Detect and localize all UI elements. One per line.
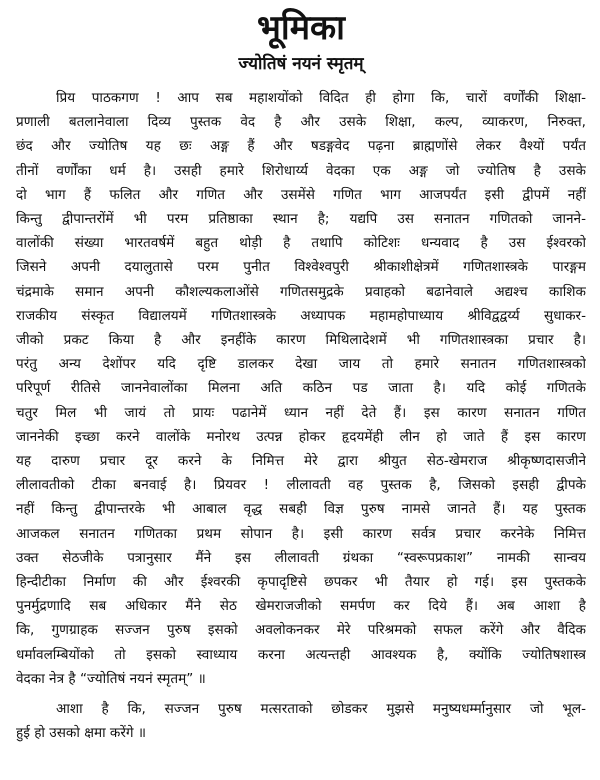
text-line: किन्तु द्वीपान्तरोंमें भी परम प्रतिष्ठाका स्थान है; यद्यपि उस सनातन गणितको जानने- (16, 211, 586, 228)
text-line: प्रिय पाठकगण ! आप सब महाशयोंको विदित ही होगा कि, चारों वर्णोंकी शिक्षा- (56, 90, 586, 106)
text-line: दो भाग हैं फलित और गणित और उसमेंसे गणित भाग आजपर्यंत इसी द्वीपमें नहीं (16, 186, 586, 203)
text-line: छंद और ज्योतिष यह छः अङ्ग हैं और षडङ्गवेद पढ़ना ब्राह्मणोंसे लेकर वैश्यों पर्यंत (16, 138, 586, 155)
page-title: भूमिका (257, 8, 345, 48)
text-line: राजकीय संस्कृत विद्यालयमें गणितशास्त्रके अध्यापक महामहोपाध्याय श्रीविद्वद्वर्य्य सुधाकर- (16, 307, 586, 324)
text-line: वेदका नेत्र है “ज्योतिषं नयनं स्मृतम्” ॥ (16, 670, 206, 687)
paragraph-2 (16, 697, 586, 745)
text-line: लीलावतीको टीका बनवाई है। प्रियवर ! लीलावती वह पुस्तक है, जिसको इसही द्वीपके (16, 477, 586, 494)
text-line: चतुर मिल भी जायं तो प्रायः पढानेमें ध्यान नहीं देते हैं। इस कारण सनातन गणित (16, 404, 586, 421)
text-line: वालोंकी संख्या भारतवर्षमें बहुत थोड़ी है तथापि कोटिशः धन्यवाद है उस ईश्वरको (16, 235, 586, 252)
text-line: प्रणाली बतलानेवाला दिव्य पुस्तक वेद है और उसके शिक्षा, कल्प, व्याकरण, निरुक्त, (16, 114, 586, 131)
text-line: धर्मावलम्बियोंको तो इसको स्वाध्याय करना अत्यन्तही आवश्यक है, क्योंकि ज्योतिषशास्त्र (16, 646, 586, 663)
text-line: परिपूर्ण रीतिसे जाननेवालोंका मिलना अति कठिन पड जाता है। यदि कोई गणितके (16, 380, 586, 397)
text-line: यह दारुण प्रचार दूर करने के निमित्त मेरे द्वारा श्रीयुत सेठ-खेमराज श्रीकृष्णदासजीने (16, 453, 586, 470)
text-line: हुई हो उसको क्षमा करेंगे ॥ (16, 725, 147, 742)
paragraph-1 (16, 86, 586, 691)
text-line: हिन्दीटीका निर्माण की और ईश्वरकी कृपादृष्टिसे छपकर भी तैयार हो गई। इस पुस्तकके (16, 574, 586, 591)
text-line: तीनों वर्णोंका धर्म है। उसही हमारे शिरोधार्य्य वेदका एक अङ्ग जो ज्योतिष है उसके (16, 162, 586, 179)
text-line: जीको प्रकट किया है और इनहींके कारण मिथिलादेशमें भी गणितशास्त्रका प्रचार है। (16, 332, 586, 349)
text-line: उक्त सेठजीके पत्रानुसार मैंने इस लीलावती ग्रंथका “स्वरूपप्रकाश” नामकी सान्वय (16, 549, 586, 566)
text-line: परंतु अन्य देशोंपर यदि दृष्टि डालकर देखा जाय तो हमारे सनातन गणितशास्त्रको (16, 356, 586, 373)
text-line: पुनर्मुद्रणादि सब अधिकार मैंने सेठ खेमराजजीको समर्पण कर दिये हैं। अब आशा है (16, 598, 586, 615)
text-line: चंद्रमाके समान अपनी कौशल्यकलाओंसे गणितसमुद्रके प्रवाहको बढानेवाले अद्यश्च काशिक (16, 283, 586, 300)
text-line: जाननेकी इच्छा करने वालोंके मनोरथ उत्पन्न होकर हृदयमेंही लीन हो जाते हैं इस कारण (16, 428, 586, 445)
text-line: आजकल सनातन गणितका प्रथम सोपान है। इसी कारण सर्वत्र प्रचार करनेके निमित्त (16, 525, 586, 542)
text-line: जिसने अपनी दयालुतासे परम पुनीत विश्वेश्वपुरी श्रीकाशीक्षेत्रमें गणितशास्त्रके पारङ्गम (16, 259, 586, 276)
page-subtitle: ज्योतिषं नयनं स्मृतम् (238, 54, 364, 74)
text-line: नहीं किन्तु द्वीपान्तरके भी आबाल वृद्ध सबही विज्ञ पुरुष नामसे जानते हैं। यह पुस्तक (16, 501, 586, 518)
text-line: कि, गुणग्राहक सज्जन पुरुष इसको अवलोकनकर मेरे परिश्रमको सफल करेंगे और वैदिक (16, 622, 586, 639)
text-line: आशा है कि, सज्जन पुरुष मत्सरताको छोडकर मुझसे मनुष्यधर्म्मानुसार जो भूल- (56, 701, 586, 718)
